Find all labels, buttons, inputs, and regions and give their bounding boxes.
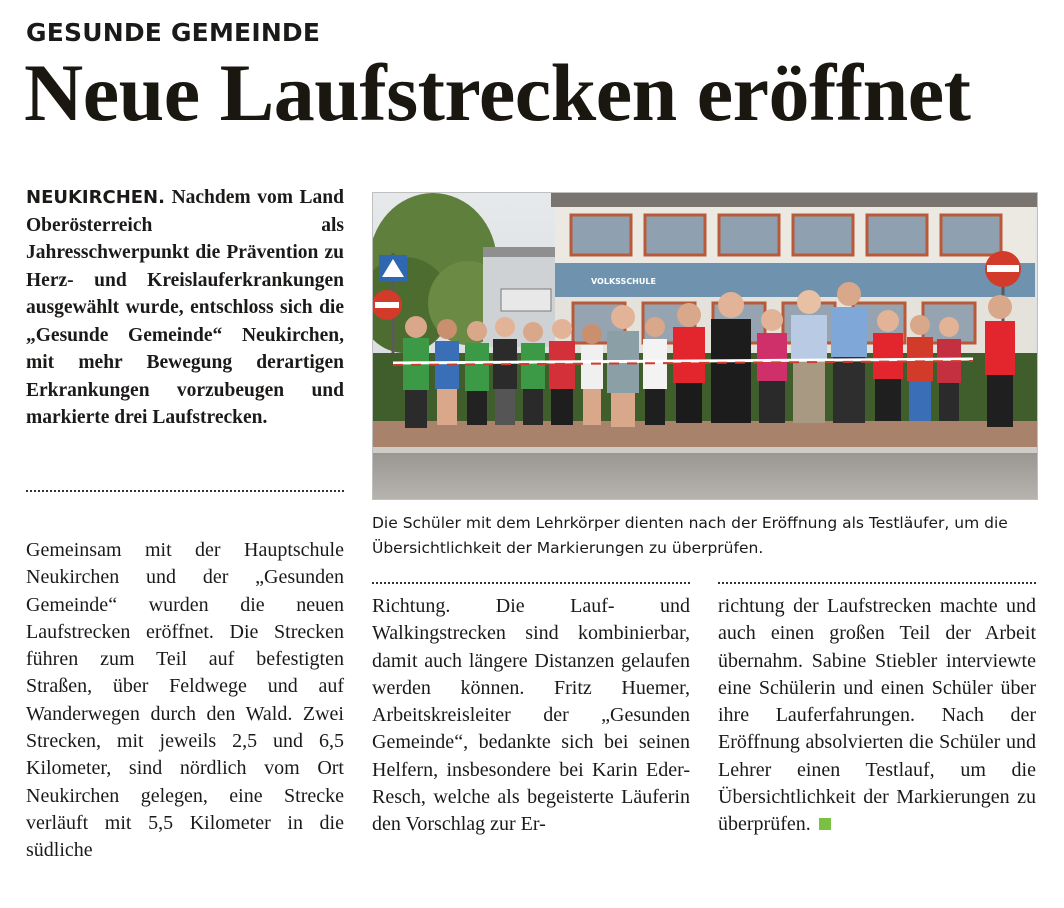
- end-of-article-mark: [819, 818, 831, 830]
- headline: Neue Laufstrecken eröffnet: [24, 47, 971, 138]
- column-divider: [372, 582, 690, 584]
- lead-text: Nachdem vom Land Oberösterreich als Jahresschwerpunkt die Prävention zu Herz- und Kreislauferkrankungen ausgewählt wurde, entschloss sich die „Gesunde Gemeinde“ Neukirchen, mit mehr Bewegung derartigen Erkrankungen vorzubeugen und markierte drei Laufstrecken.: [26, 187, 344, 428]
- kicker: GESUNDE GEMEINDE: [26, 18, 321, 47]
- lead-paragraph: [26, 184, 344, 432]
- column-divider: [718, 582, 1036, 584]
- lead-divider: [26, 490, 344, 492]
- body-column-3-text: richtung der Laufstrecken machte und auch einen großen Teil der Arbeit übernahm. Sabine Stiebler interviewte eine Schülerin und einen Schüler über ihre Lauferfahrungen. Nach der Eröffnung absolvierten die Schüler und Lehrer einen Testlauf, um die Übersichtlichkeit der Markierungen zu überprüfen.: [718, 595, 1036, 836]
- body-column-3: [718, 593, 1036, 839]
- school-sign: VOLKSSCHULE: [591, 277, 656, 286]
- body-column-2: Richtung. Die Lauf- und Walkingstrecken sind kombinierbar, damit auch längere Distanzen gelaufen werden können. Fritz Huemer, Arbeitskreisleiter der „Gesunden Gemeinde“, bedankte sich bei seinen Helfern, insbesondere bei Karin Eder-Resch, welche als begeisterte Läuferin den Vorschlag zur Er-: [372, 595, 690, 836]
- article-photo: [372, 192, 1038, 500]
- body-column-1: Gemeinsam mit der Hauptschule Neukirchen und der „Gesunden Gemeinde“ wurden die neuen Laufstrecken eröffnet. Die Strecken führen zum Teil auf befestigten Straßen, über Feldwege und auf Wanderwegen durch den Wald. Zwei Strecken, mit jeweils 2,5 und 6,5 Kilometer, sind nördlich vom Ort Neukirchen gelegen, eine Strecke verläuft mit 5,5 Kilometer in die südliche: [26, 539, 344, 862]
- lead-place: NEUKIRCHEN.: [26, 187, 165, 208]
- photo-caption: Die Schüler mit dem Lehrkörper dienten nach der Eröffnung als Testläufer, um die Übersichtlichkeit der Markierungen zu überprüfen.: [372, 514, 1008, 557]
